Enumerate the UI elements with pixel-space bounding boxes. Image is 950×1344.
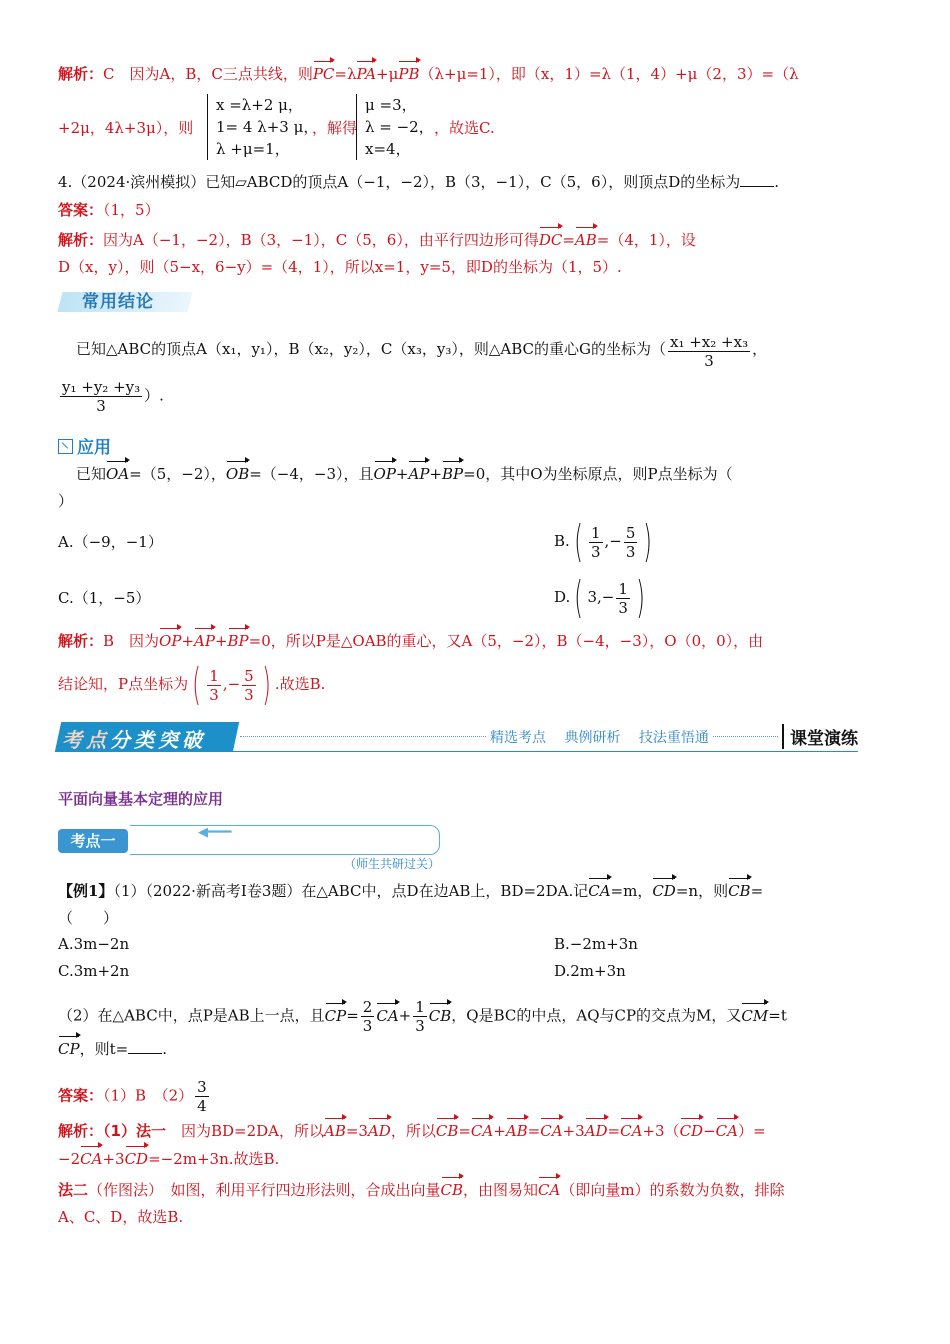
example1-solution-method2: 法二（作图法） 如图，利用平行四边形法则，合成出向量CB，由图易知CA（即向量m）的系数为负数，排除 xyxy=(58,1181,785,1199)
apply-question-line2: ） xyxy=(58,492,74,510)
conclusion-line2: $\frac{\text{y₁ +y₂ +y₃}}{3}$ ）. xyxy=(62,378,164,415)
example1-option-d: D.2m+3n xyxy=(554,962,626,980)
sol3-solve-word: ，解得 xyxy=(312,119,358,137)
apply-question: 已知OA=（5，−2），OB=（−4，−3），且OP+AP+BP=0，其中O为坐标原点，则P点坐标为（ xyxy=(76,465,733,483)
conclusion-line1: 已知△ABC的顶点A（x₁，y₁），B（x₂，y₂），C（x₃，y₃），则△ABC的重心G的坐标为（ $\frac{\text{x₁ +x₂ +x₃}}{3}$ ， xyxy=(76,333,768,370)
kaodian-header xyxy=(58,825,440,871)
example1-option-b: B.−2m+3n xyxy=(554,935,638,953)
apply-option-d: D.( 3,− $\frac{1}{3}$ ) xyxy=(554,572,645,623)
sol3-conclusion: ，故选C. xyxy=(434,119,495,137)
kaodian-note: （师生共研过关） xyxy=(343,857,440,871)
example1-part2-line2: CP，则t= . xyxy=(58,1040,167,1058)
topic-title: 平面向量基本定理的应用 xyxy=(58,790,224,808)
apply-option-b: B.( $\frac{1}{3}$ ,− $\frac{5}{3}$ ) xyxy=(554,516,653,567)
example1-answer: 答案：（1）B （2） $\frac{3}{4}$ xyxy=(58,1078,207,1115)
apply-heading: 应用 xyxy=(58,433,111,458)
example1-part1: 【例1】（1）（2022·新高考Ⅰ卷3题）在△ABC中，点D在边AB上，BD=2DA.记CA=m，CD=n，则CB= xyxy=(58,882,764,900)
section-title: 考点分类突破 xyxy=(62,728,206,752)
sol3-line2: +2μ，4λ+3μ），则 xyxy=(58,119,194,137)
answer-4: 答案：（1，5） xyxy=(58,201,160,219)
example1-option-a: A.3m−2n xyxy=(58,935,130,953)
equation-system-2: μ =3， λ = −2， x=4， xyxy=(356,94,434,160)
apply-solution-line2: 结论知，P点坐标为( $\frac{1}{3}$ ,− $\frac{5}{3}$ ) .故选B. xyxy=(58,659,326,710)
example1-solution-line1: 解析：（1）法一 因为BD=2DA，所以AB=3AD，所以CB=CA+AB=CA+3AD=CA+3（CD−CA）= xyxy=(58,1122,766,1140)
equation-system-1: x =λ+2 μ， 1= 4 λ+3 μ， λ +μ=1， xyxy=(207,94,318,160)
sol4-line1: 解析：因为A（−1，−2），B（3，−1），C（5，6），由平行四边形可得DC=AB=（4，1），设 xyxy=(58,231,696,249)
example1-option-c: C.3m+2n xyxy=(58,962,130,980)
apply-icon xyxy=(58,439,73,454)
apply-option-a: A.（−9，−1） xyxy=(58,533,163,551)
sol3-line1: 解析：C 因为A，B，C三点共线，则PC=λPA+μPB（λ+μ=1），即（x，1）=λ（1，4）+μ（2，3）=（λ xyxy=(58,65,799,83)
example1-part2: （2）在△ABC中，点P是AB上一点，且CP= $\frac{2}{3}$ CA+ $\frac{1}{3}$ CB，Q是BC的中点，AQ与CP的交点为M，又CM=t xyxy=(58,998,787,1035)
example1-solution-method2-line2: A、C、D，故选B. xyxy=(58,1208,184,1226)
arrow-icon: ◀━━━ xyxy=(198,825,232,840)
section-items: 精选考点 典例研析 技法重悟通 xyxy=(486,727,713,747)
apply-option-c: C.（1，−5） xyxy=(58,589,151,607)
sol4-line2: D（x，y），则（5−x，6−y）=（4，1），所以x=1，y=5，即D的坐标为（1，5）. xyxy=(58,258,622,276)
example1-paren: （ ） xyxy=(58,909,119,927)
section-header xyxy=(58,722,858,752)
section-right-label: 课堂演练 xyxy=(782,724,858,749)
apply-solution-line1: 解析：B 因为OP+AP+BP=0，所以P是△OAB的重心，又A（5，−2），B（−4，−3），O（0，0），由 xyxy=(58,632,764,650)
kaodian-tag: 考点一 xyxy=(58,829,128,853)
conclusion-banner: 常用结论 xyxy=(60,292,154,312)
example1-solution-line2: −2CA+3CD=−2m+3n.故选B. xyxy=(58,1150,280,1168)
question-4: 4.（2024·滨州模拟）已知▱ABCD的顶点A（−1，−2），B（3，−1），C（5，6），则顶点D的坐标为 . xyxy=(58,173,780,191)
